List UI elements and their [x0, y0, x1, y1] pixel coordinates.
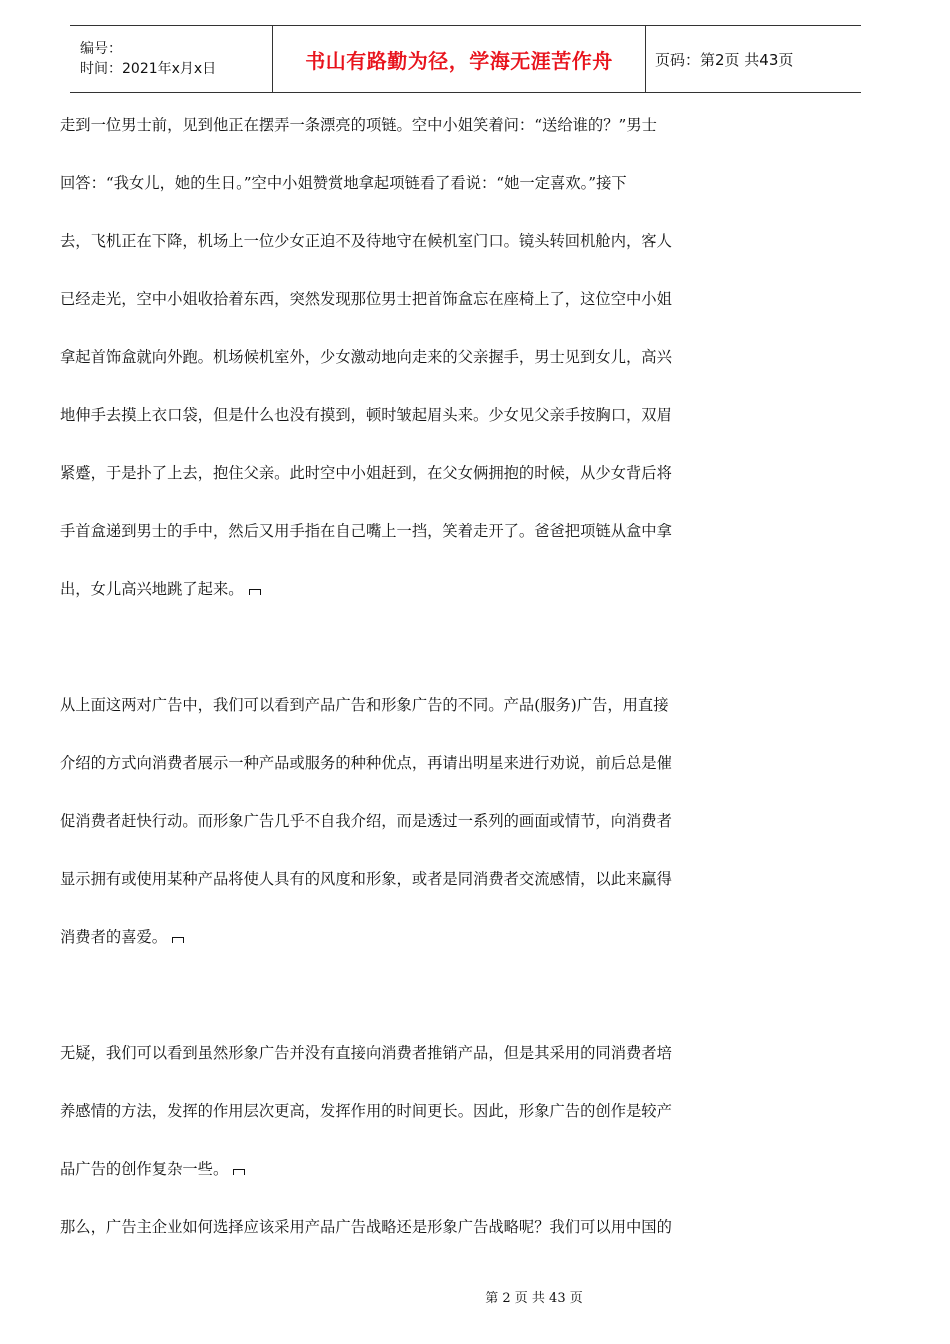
text-line-content: 品广告的创作复杂一些。	[60, 1160, 229, 1178]
text-line: 无疑，我们可以看到虽然形象广告并没有直接向消费者推销产品，但是其采用的同消费者培	[60, 1044, 672, 1062]
header-motto-cell	[272, 26, 646, 92]
paragraph-mark-icon	[249, 589, 261, 595]
document-number-label: 编号：	[80, 41, 122, 57]
text-line-content: 出，女儿高兴地跳了起来。	[60, 580, 244, 598]
text-line: 促消费者赶快行动。而形象广告几乎不自我介绍，而是透过一系列的画面或情节，向消费者	[60, 812, 672, 830]
paragraph	[60, 1024, 732, 1198]
paragraph-gap	[60, 966, 732, 1024]
text-line-last	[60, 1140, 732, 1198]
page-footer	[0, 1290, 950, 1308]
text-line: 从上面这两对广告中，我们可以看到产品广告和形象广告的不同。产品(服务)广告，用直接	[60, 696, 669, 714]
footer-page-number: 第 2 页 共 43 页	[485, 1291, 583, 1306]
text-line: 手首盒递到男士的手中，然后又用手指在自己嘴上一挡，笑着走开了。爸爸把项链从盒中拿	[60, 522, 672, 540]
text-line: 已经走光，空中小姐收拾着东西，突然发现那位男士把首饰盒忘在座椅上了，这位空中小姐	[60, 290, 672, 308]
text-line-content: 消费者的喜爱。	[60, 928, 168, 946]
text-line-last	[60, 560, 732, 618]
paragraph-mark-icon	[172, 937, 184, 943]
text-line-last	[60, 908, 732, 966]
header-motto: 书山有路勤为径，学海无涯苦作舟	[305, 48, 613, 73]
paragraph	[60, 1198, 732, 1256]
text-line: 拿起首饰盒就向外跑。机场候机室外，少女激动地向走来的父亲握手，男士见到女儿，高兴	[60, 348, 672, 366]
page-header	[70, 25, 861, 93]
document-body	[60, 96, 732, 1256]
text-line: 介绍的方式向消费者展示一种产品或服务的种种优点，再请出明星来进行劝说，前后总是催	[60, 754, 672, 772]
text-line: 走到一位男士前，见到他正在摆弄一条漂亮的项链。空中小姐笑着问：“送给谁的？”男士	[60, 116, 657, 134]
text-line: 地伸手去摸上衣口袋，但是什么也没有摸到，顿时皱起眉头来。少女见父亲手按胸口，双眉	[60, 406, 672, 424]
paragraph	[60, 96, 732, 618]
text-line: 养感情的方法，发挥的作用层次更高，发挥作用的时间更长。因此，形象广告的创作是较产	[60, 1102, 672, 1120]
text-line: 回答：“我女儿，她的生日。”空中小姐赞赏地拿起项链看了看说：“她一定喜欢。”接下	[60, 174, 627, 192]
paragraph-gap	[60, 618, 732, 676]
header-meta	[70, 26, 272, 92]
paragraph-mark-icon	[233, 1169, 245, 1175]
header-page-number: 页码：第2页 共43页	[655, 50, 794, 69]
document-time-label: 时间：2021年x月x日	[80, 61, 217, 77]
text-line: 显示拥有或使用某种产品将使人具有的风度和形象，或者是同消费者交流感情，以此来赢得	[60, 870, 672, 888]
text-line: 那么，广告主企业如何选择应该采用产品广告战略还是形象广告战略呢？我们可以用中国的	[60, 1218, 672, 1236]
header-page-cell	[646, 26, 861, 92]
text-line: 去，飞机正在下降，机场上一位少女正迫不及待地守在候机室门口。镜头转回机舱内，客人	[60, 232, 672, 250]
text-line: 紧蹙，于是扑了上去，抱住父亲。此时空中小姐赶到，在父女俩拥抱的时候，从少女背后将	[60, 464, 672, 482]
paragraph	[60, 676, 732, 966]
